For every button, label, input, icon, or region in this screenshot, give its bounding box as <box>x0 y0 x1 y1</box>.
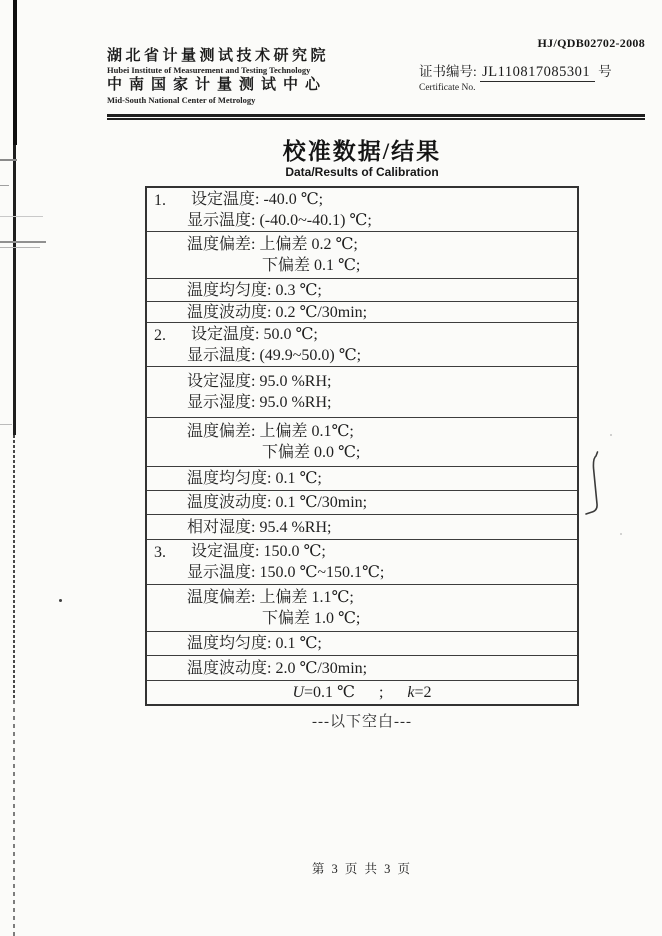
table-cell-line: 温度均匀度: 0.1 ℃; <box>187 635 322 652</box>
table-cell-line: 设定温度: 50.0 ℃; <box>191 325 318 343</box>
certificate-number-value: JL110817085301 <box>480 64 595 82</box>
table-row <box>147 540 577 585</box>
scan-edge-line <box>13 700 15 936</box>
table-cell-line: 温度均匀度: 0.3 ℃; <box>187 281 322 299</box>
table-row <box>147 367 577 418</box>
margin-tick <box>0 185 9 186</box>
org-name-cn-secondary: 中南国家计量测试中心 <box>107 77 328 93</box>
blank-below-note: ---以下空白--- <box>312 714 412 730</box>
row-number: 3. <box>154 544 166 561</box>
margin-tick <box>0 247 40 248</box>
header-divider <box>107 114 645 120</box>
scan-edge-line <box>13 0 17 145</box>
table-row <box>147 302 577 323</box>
margin-tick <box>0 424 12 425</box>
table-row <box>147 585 577 632</box>
table-row <box>147 491 577 515</box>
table-cell-line: 下偏差 0.1 ℃; <box>262 257 361 274</box>
table-cell-line: 温度偏差: 上偏差 1.1℃; <box>187 589 354 606</box>
certificate-number-label-en: Certificate No. <box>419 83 476 93</box>
table-cell-line: 设定温度: 150.0 ℃; <box>191 543 326 560</box>
coverage-symbol: k <box>407 684 415 701</box>
org-name-en-primary: Hubei Institute of Measurement and Testing Technology <box>107 65 311 75</box>
org-name-en-secondary: Mid-South National Center of Metrology <box>107 95 256 105</box>
margin-tick <box>0 159 17 161</box>
table-cell-line: 温度均匀度: 0.1 ℃; <box>187 470 322 487</box>
table-row <box>147 681 577 704</box>
page-subtitle: Data/Results of Calibration <box>285 165 439 179</box>
table-cell-line: 设定湿度: 95.0 %RH; <box>187 373 332 390</box>
row-number: 1. <box>154 192 166 209</box>
scan-speck <box>59 599 62 602</box>
table-cell-line: 下偏差 1.0 ℃; <box>262 610 361 627</box>
table-cell-line: 温度波动度: 0.2 ℃/30min; <box>187 303 368 321</box>
page-number: 第 3 页 共 3 页 <box>311 862 413 876</box>
certificate-number-suffix: 号 <box>598 64 612 79</box>
table-cell-line: 下偏差 0.0 ℃; <box>262 444 361 461</box>
table-cell-line: 显示温度: (-40.0~-40.1) ℃; <box>187 211 372 229</box>
margin-tick <box>0 241 46 243</box>
separator: ; <box>378 684 384 701</box>
pen-mark <box>578 448 608 518</box>
coverage-value: =2 <box>414 684 432 701</box>
document-code: HJ/QDB02702-2008 <box>537 36 645 50</box>
table-cell-line: 设定温度: -40.0 ℃; <box>191 190 324 208</box>
margin-tick <box>0 216 43 217</box>
table-cell-line: 相对湿度: 95.4 %RH; <box>187 518 332 536</box>
page-title: 校准数据/结果 <box>282 139 442 164</box>
table-cell-line: 温度偏差: 上偏差 0.2 ℃; <box>187 236 358 253</box>
table-cell-line: 温度波动度: 2.0 ℃/30min; <box>187 659 368 677</box>
table-cell-line: 显示温度: 150.0 ℃~150.1℃; <box>187 564 385 581</box>
uncertainty-value: =0.1 ℃ <box>304 684 355 701</box>
table-row <box>147 279 577 302</box>
table-row <box>147 467 577 491</box>
certificate-number-block <box>419 60 612 93</box>
table-row <box>147 656 577 681</box>
certificate-number-label: 证书编号: <box>419 64 481 79</box>
table-cell-line: 温度波动度: 0.1 ℃/30min; <box>187 494 368 511</box>
table-cell-line: 温度偏差: 上偏差 0.1℃; <box>187 423 354 440</box>
table-row <box>147 323 577 367</box>
calibration-table <box>145 186 579 706</box>
scan-speck <box>620 533 622 535</box>
table-row <box>147 232 577 279</box>
table-row <box>147 188 577 232</box>
row-number: 2. <box>154 327 166 344</box>
uncertainty-symbol: U <box>292 684 305 701</box>
table-row <box>147 418 577 467</box>
organization-block <box>107 47 329 106</box>
table-cell-line: 显示湿度: 95.0 %RH; <box>187 394 332 411</box>
scan-edge-line <box>13 145 16 435</box>
scan-speck <box>610 434 612 436</box>
table-row <box>147 632 577 656</box>
table-row <box>147 515 577 540</box>
scan-edge-line <box>13 435 15 700</box>
table-cell-line: 显示温度: (49.9~50.0) ℃; <box>187 346 362 364</box>
org-name-cn-primary: 湖北省计量测试技术研究院 <box>107 48 330 64</box>
